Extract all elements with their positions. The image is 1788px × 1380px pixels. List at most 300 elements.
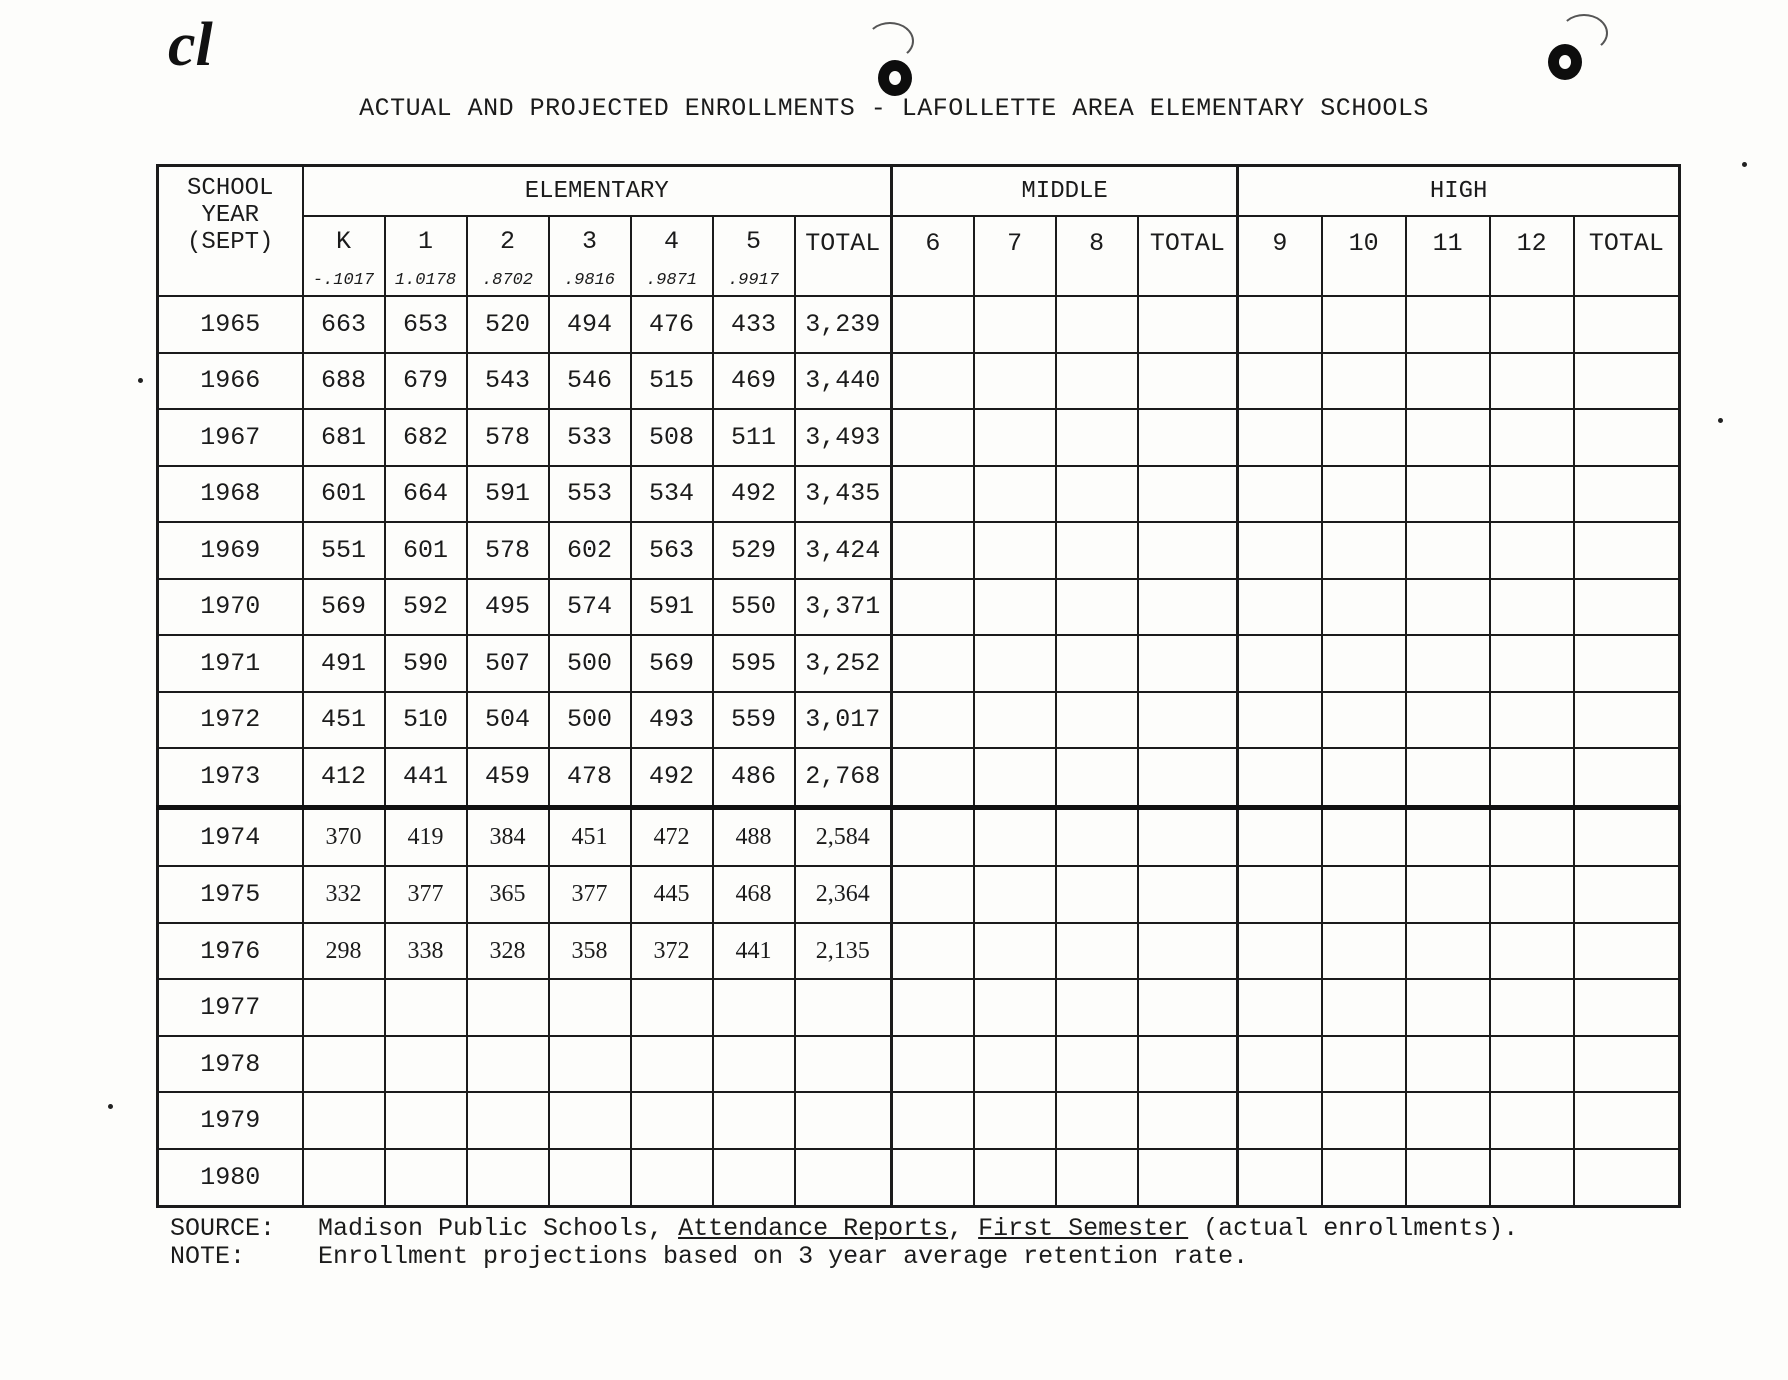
empty-cell — [1238, 466, 1322, 523]
speck — [108, 1104, 113, 1109]
empty-cell — [1574, 923, 1680, 980]
empty-cell — [974, 866, 1056, 923]
grade-4-header: 4 — [631, 216, 713, 265]
grade-4-cell — [631, 1149, 713, 1207]
empty-cell — [1574, 1092, 1680, 1149]
empty-cell — [1238, 1092, 1322, 1149]
empty-cell — [1406, 692, 1490, 749]
grade-4-cell: 472 — [631, 807, 713, 866]
school-year-cell: 1974 — [158, 807, 303, 866]
empty-cell — [1406, 923, 1490, 980]
empty-cell — [892, 807, 974, 866]
grade-3-cell: 494 — [549, 296, 631, 353]
empty-cell — [1406, 979, 1490, 1036]
elementary-total-cell: 3,017 — [795, 692, 892, 749]
grade-1-cell — [385, 1036, 467, 1093]
empty-cell — [1138, 579, 1238, 636]
grade-1-cell: 664 — [385, 466, 467, 523]
grade-k-cell — [303, 1036, 385, 1093]
empty-cell — [1322, 635, 1406, 692]
source-label: SOURCE: — [170, 1214, 276, 1243]
school-year-cell: 1980 — [158, 1149, 303, 1207]
empty-cell — [1138, 923, 1238, 980]
empty-cell — [892, 923, 974, 980]
empty-cell — [1238, 1149, 1322, 1207]
grade-1-cell: 653 — [385, 296, 467, 353]
grade-1-cell: 338 — [385, 923, 467, 980]
empty-cell — [1490, 635, 1574, 692]
grade-9-header: 9 — [1238, 216, 1322, 296]
empty-cell — [1238, 1036, 1322, 1093]
table-row — [158, 522, 1680, 579]
empty-cell — [974, 579, 1056, 636]
grade-k-cell: 451 — [303, 692, 385, 749]
enrollment-table — [156, 164, 1681, 1208]
grade-2-cell: 578 — [467, 409, 549, 466]
empty-cell — [892, 522, 974, 579]
school-year-header-line: (SEPT) — [187, 229, 274, 256]
grade-5-cell: 488 — [713, 807, 795, 866]
grade-2-cell: 495 — [467, 579, 549, 636]
empty-cell — [1490, 979, 1574, 1036]
table-row — [158, 579, 1680, 636]
grade-4-cell: 591 — [631, 579, 713, 636]
elementary-total-cell — [795, 1036, 892, 1093]
grade-3-cell: 574 — [549, 579, 631, 636]
elementary-total-cell: 3,252 — [795, 635, 892, 692]
empty-cell — [1056, 1149, 1138, 1207]
grade-2-cell: 520 — [467, 296, 549, 353]
empty-cell — [1238, 353, 1322, 410]
grade-k-cell: 370 — [303, 807, 385, 866]
empty-cell — [892, 409, 974, 466]
empty-cell — [1406, 466, 1490, 523]
grade-1-cell: 590 — [385, 635, 467, 692]
grade-1-cell: 377 — [385, 866, 467, 923]
empty-cell — [1322, 353, 1406, 410]
empty-cell — [1238, 979, 1322, 1036]
grade-k-cell: 332 — [303, 866, 385, 923]
empty-cell — [974, 979, 1056, 1036]
empty-cell — [1238, 923, 1322, 980]
grade-3-cell: 553 — [549, 466, 631, 523]
school-year-cell: 1976 — [158, 923, 303, 980]
grade-3-cell: 377 — [549, 866, 631, 923]
empty-cell — [974, 522, 1056, 579]
elementary-total-cell: 3,424 — [795, 522, 892, 579]
note-text: Enrollment projections based on 3 year average retention rate. — [318, 1242, 1249, 1271]
table-row — [158, 923, 1680, 980]
grade-2-cell — [467, 979, 549, 1036]
empty-cell — [1238, 296, 1322, 353]
empty-cell — [1490, 748, 1574, 807]
grade-4-cell: 445 — [631, 866, 713, 923]
empty-cell — [1138, 296, 1238, 353]
school-year-header-line: YEAR — [201, 202, 260, 229]
empty-cell — [974, 466, 1056, 523]
grade-5-cell: 550 — [713, 579, 795, 636]
grade-5-cell: 441 — [713, 923, 795, 980]
empty-cell — [1056, 466, 1138, 523]
empty-cell — [892, 296, 974, 353]
grade-5-cell — [713, 979, 795, 1036]
grade-5-cell — [713, 1092, 795, 1149]
empty-cell — [1238, 522, 1322, 579]
empty-cell — [1406, 1036, 1490, 1093]
grade-4-cell: 493 — [631, 692, 713, 749]
punch-hole — [878, 60, 912, 96]
grade-3-cell: 500 — [549, 635, 631, 692]
table-row — [158, 409, 1680, 466]
source-text: (actual enrollments). — [1188, 1214, 1519, 1243]
grade-4-cell: 372 — [631, 923, 713, 980]
empty-cell — [1138, 635, 1238, 692]
speck — [1742, 162, 1747, 167]
punch-hole — [1548, 44, 1582, 80]
retention-rate-k: -.1017 — [303, 265, 385, 296]
empty-cell — [1056, 579, 1138, 636]
empty-cell — [1574, 353, 1680, 410]
empty-cell — [1490, 923, 1574, 980]
grade-2-cell: 507 — [467, 635, 549, 692]
empty-cell — [1490, 807, 1574, 866]
school-year-cell: 1967 — [158, 409, 303, 466]
empty-cell — [1574, 692, 1680, 749]
empty-cell — [1056, 296, 1138, 353]
empty-cell — [1574, 807, 1680, 866]
empty-cell — [974, 409, 1056, 466]
grade-k-cell — [303, 1092, 385, 1149]
empty-cell — [974, 1036, 1056, 1093]
empty-cell — [1406, 522, 1490, 579]
empty-cell — [1406, 866, 1490, 923]
grade-k-cell: 412 — [303, 748, 385, 807]
grade-2-cell — [467, 1092, 549, 1149]
grade-2-cell: 591 — [467, 466, 549, 523]
grade-5-cell — [713, 1149, 795, 1207]
empty-cell — [974, 1092, 1056, 1149]
grade-5-cell: 511 — [713, 409, 795, 466]
elementary-total-cell: 3,371 — [795, 579, 892, 636]
empty-cell — [974, 296, 1056, 353]
school-year-cell: 1965 — [158, 296, 303, 353]
grade-1-cell: 592 — [385, 579, 467, 636]
grade-3-cell: 358 — [549, 923, 631, 980]
elementary-total-cell — [795, 1092, 892, 1149]
empty-cell — [1238, 635, 1322, 692]
elementary-total-cell: 2,584 — [795, 807, 892, 866]
empty-cell — [1138, 353, 1238, 410]
empty-cell — [1238, 692, 1322, 749]
empty-cell — [974, 923, 1056, 980]
grade-4-cell: 563 — [631, 522, 713, 579]
grade-2-cell: 365 — [467, 866, 549, 923]
empty-cell — [1406, 296, 1490, 353]
school-year-cell: 1966 — [158, 353, 303, 410]
empty-cell — [1574, 466, 1680, 523]
middle-group-header: MIDDLE — [892, 166, 1238, 217]
empty-cell — [1056, 409, 1138, 466]
empty-cell — [1138, 692, 1238, 749]
empty-cell — [892, 748, 974, 807]
grade-5-cell: 529 — [713, 522, 795, 579]
grade-3-cell — [549, 1092, 631, 1149]
school-year-header — [158, 166, 303, 297]
empty-cell — [1406, 1092, 1490, 1149]
retention-rate-1: 1.0178 — [385, 265, 467, 296]
grade-1-cell: 419 — [385, 807, 467, 866]
grade-3-cell: 478 — [549, 748, 631, 807]
empty-cell — [1138, 1149, 1238, 1207]
grade-3-cell: 533 — [549, 409, 631, 466]
empty-cell — [1138, 807, 1238, 866]
empty-cell — [892, 979, 974, 1036]
empty-cell — [1238, 409, 1322, 466]
grade-2-cell: 504 — [467, 692, 549, 749]
grade-4-cell: 569 — [631, 635, 713, 692]
grade-6-header: 6 — [892, 216, 974, 296]
empty-cell — [1406, 635, 1490, 692]
table-row — [158, 979, 1680, 1036]
grade-k-cell: 298 — [303, 923, 385, 980]
source-text: , — [948, 1214, 979, 1243]
grade-1-cell: 510 — [385, 692, 467, 749]
empty-cell — [1322, 923, 1406, 980]
grade-1-cell — [385, 979, 467, 1036]
grade-4-cell: 492 — [631, 748, 713, 807]
grade-3-cell: 602 — [549, 522, 631, 579]
empty-cell — [1406, 1149, 1490, 1207]
empty-cell — [1574, 866, 1680, 923]
empty-cell — [892, 692, 974, 749]
middle-total-header: TOTAL — [1138, 216, 1238, 296]
grade-5-cell: 492 — [713, 466, 795, 523]
empty-cell — [892, 1036, 974, 1093]
high-total-header: TOTAL — [1574, 216, 1680, 296]
empty-cell — [1056, 635, 1138, 692]
empty-cell — [1322, 579, 1406, 636]
school-year-cell: 1971 — [158, 635, 303, 692]
school-year-cell: 1978 — [158, 1036, 303, 1093]
empty-cell — [974, 807, 1056, 866]
empty-cell — [1056, 923, 1138, 980]
empty-cell — [974, 748, 1056, 807]
grade-4-cell — [631, 979, 713, 1036]
source-semester: First Semester — [978, 1214, 1189, 1243]
grade-1-cell — [385, 1092, 467, 1149]
empty-cell — [1056, 979, 1138, 1036]
empty-cell — [1322, 866, 1406, 923]
empty-cell — [1056, 866, 1138, 923]
empty-cell — [892, 866, 974, 923]
school-year-cell: 1968 — [158, 466, 303, 523]
empty-cell — [892, 1149, 974, 1207]
empty-cell — [1490, 1149, 1574, 1207]
grade-1-cell: 679 — [385, 353, 467, 410]
empty-cell — [1406, 579, 1490, 636]
school-year-cell: 1970 — [158, 579, 303, 636]
elementary-total-cell: 3,493 — [795, 409, 892, 466]
grade-4-cell — [631, 1036, 713, 1093]
empty-cell — [1322, 979, 1406, 1036]
page-title: ACTUAL AND PROJECTED ENROLLMENTS - LAFOLLETTE AREA ELEMENTARY SCHOOLS — [359, 94, 1429, 123]
empty-cell — [892, 1092, 974, 1149]
empty-cell — [1322, 522, 1406, 579]
speck — [138, 378, 143, 383]
grade-4-cell: 534 — [631, 466, 713, 523]
elementary-total-cell: 2,364 — [795, 866, 892, 923]
empty-cell — [974, 1149, 1056, 1207]
empty-cell — [1490, 1036, 1574, 1093]
empty-cell — [892, 466, 974, 523]
empty-cell — [1490, 866, 1574, 923]
table-row — [158, 635, 1680, 692]
note-label: NOTE: — [170, 1242, 246, 1271]
empty-cell — [892, 353, 974, 410]
grade-k-cell: 551 — [303, 522, 385, 579]
elementary-total-cell: 2,768 — [795, 748, 892, 807]
empty-cell — [1490, 1092, 1574, 1149]
empty-cell — [892, 579, 974, 636]
empty-cell — [1238, 579, 1322, 636]
retention-rate-5: .9917 — [713, 265, 795, 296]
grade-12-header: 12 — [1490, 216, 1574, 296]
empty-cell — [1574, 635, 1680, 692]
elementary-total-header: TOTAL — [795, 216, 892, 296]
grade-3-cell — [549, 979, 631, 1036]
empty-cell — [892, 635, 974, 692]
empty-cell — [1574, 1036, 1680, 1093]
source-report-title: Attendance Reports — [678, 1214, 949, 1243]
empty-cell — [1322, 807, 1406, 866]
retention-rate-3: .9816 — [549, 265, 631, 296]
empty-cell — [1056, 748, 1138, 807]
grade-3-cell: 451 — [549, 807, 631, 866]
grade-2-cell: 543 — [467, 353, 549, 410]
empty-cell — [1490, 466, 1574, 523]
note-line — [170, 1242, 1248, 1271]
grade-5-cell: 486 — [713, 748, 795, 807]
empty-cell — [1138, 979, 1238, 1036]
grade-5-cell: 559 — [713, 692, 795, 749]
grade-2-cell — [467, 1036, 549, 1093]
grade-2-cell: 578 — [467, 522, 549, 579]
grade-5-cell: 595 — [713, 635, 795, 692]
elementary-total-cell: 3,440 — [795, 353, 892, 410]
speck — [1718, 418, 1723, 423]
school-year-cell: 1973 — [158, 748, 303, 807]
grade-8-header: 8 — [1056, 216, 1138, 296]
grade-2-cell: 459 — [467, 748, 549, 807]
elementary-total-cell: 3,435 — [795, 466, 892, 523]
empty-cell — [1406, 353, 1490, 410]
grade-5-cell — [713, 1036, 795, 1093]
elementary-total-cell — [795, 1149, 892, 1207]
empty-cell — [1574, 979, 1680, 1036]
empty-cell — [1138, 748, 1238, 807]
grade-5-cell: 433 — [713, 296, 795, 353]
grade-4-cell: 515 — [631, 353, 713, 410]
grade-k-header: K — [303, 216, 385, 265]
grade-k-cell: 601 — [303, 466, 385, 523]
empty-cell — [1138, 1036, 1238, 1093]
empty-cell — [1322, 692, 1406, 749]
retention-rate-2: .8702 — [467, 265, 549, 296]
empty-cell — [974, 353, 1056, 410]
empty-cell — [1574, 579, 1680, 636]
empty-cell — [1406, 748, 1490, 807]
empty-cell — [1238, 748, 1322, 807]
empty-cell — [1322, 409, 1406, 466]
handwritten-mark: cl — [168, 11, 213, 79]
empty-cell — [1406, 409, 1490, 466]
source-line — [170, 1214, 1518, 1243]
grade-1-cell: 441 — [385, 748, 467, 807]
grade-1-cell: 682 — [385, 409, 467, 466]
table-row — [158, 748, 1680, 807]
empty-cell — [1138, 466, 1238, 523]
empty-cell — [1322, 1149, 1406, 1207]
empty-cell — [1056, 1036, 1138, 1093]
empty-cell — [1490, 522, 1574, 579]
empty-cell — [1574, 748, 1680, 807]
empty-cell — [1322, 1092, 1406, 1149]
grade-4-cell: 476 — [631, 296, 713, 353]
empty-cell — [1406, 807, 1490, 866]
empty-cell — [1056, 522, 1138, 579]
empty-cell — [1138, 522, 1238, 579]
empty-cell — [1056, 353, 1138, 410]
grade-3-header: 3 — [549, 216, 631, 265]
grade-11-header: 11 — [1406, 216, 1490, 296]
empty-cell — [1490, 353, 1574, 410]
empty-cell — [1238, 866, 1322, 923]
empty-cell — [1574, 409, 1680, 466]
empty-cell — [1138, 409, 1238, 466]
grade-2-cell: 384 — [467, 807, 549, 866]
grade-k-cell — [303, 1149, 385, 1207]
grade-k-cell: 569 — [303, 579, 385, 636]
empty-cell — [1322, 466, 1406, 523]
table-row — [158, 807, 1680, 866]
school-year-cell: 1975 — [158, 866, 303, 923]
empty-cell — [1322, 296, 1406, 353]
empty-cell — [1322, 748, 1406, 807]
empty-cell — [1574, 1149, 1680, 1207]
high-group-header: HIGH — [1238, 166, 1680, 217]
grade-k-cell: 663 — [303, 296, 385, 353]
empty-cell — [1490, 692, 1574, 749]
empty-cell — [1574, 522, 1680, 579]
empty-cell — [1322, 1036, 1406, 1093]
grade-k-cell: 491 — [303, 635, 385, 692]
grade-3-cell: 546 — [549, 353, 631, 410]
empty-cell — [974, 635, 1056, 692]
table-row — [158, 466, 1680, 523]
grade-10-header: 10 — [1322, 216, 1406, 296]
empty-cell — [974, 692, 1056, 749]
grade-k-cell: 681 — [303, 409, 385, 466]
empty-cell — [1574, 296, 1680, 353]
grade-2-cell — [467, 1149, 549, 1207]
table-row — [158, 296, 1680, 353]
table-row — [158, 353, 1680, 410]
grade-4-cell: 508 — [631, 409, 713, 466]
table-row — [158, 1149, 1680, 1207]
table-row — [158, 1036, 1680, 1093]
empty-cell — [1490, 409, 1574, 466]
table-row — [158, 1092, 1680, 1149]
